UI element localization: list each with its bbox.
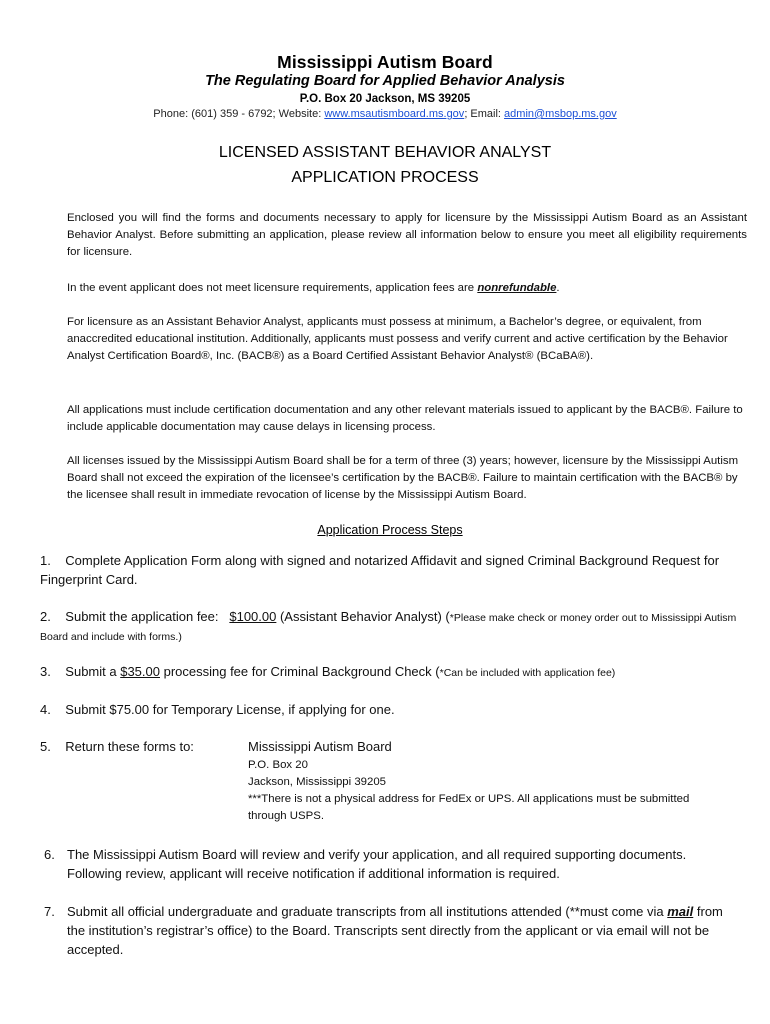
step-5-number: 5. bbox=[40, 739, 51, 754]
mail-emphasis: mail bbox=[667, 904, 694, 919]
step-5-text: Return these forms to: bbox=[65, 739, 194, 754]
step-7-text-b: from the institution’s registrar’s office) to the Board. Transcripts sent directly from the applicant or via email will not be accepted. bbox=[67, 904, 723, 957]
step-1-number: 1. bbox=[40, 553, 51, 568]
step-3-text-b: processing fee for Criminal Background Check ( bbox=[159, 664, 440, 679]
step-3-number: 3. bbox=[40, 664, 51, 679]
return-address-note: ***There is not a physical address for FedEx or UPS. All applications must be submitted through USPS. bbox=[248, 793, 690, 822]
board-address: P.O. Box 20 Jackson, MS 39205 bbox=[299, 93, 471, 105]
application-fee: $100.00 bbox=[229, 609, 277, 624]
step-2-note: *Please make check or money order out to Mississippi Autism Board and include with forms.) bbox=[40, 612, 737, 643]
step-2-text-a: Submit the application fee: bbox=[65, 609, 219, 624]
fees-suffix: . bbox=[556, 282, 560, 294]
step-6-number: 6. bbox=[44, 847, 55, 862]
step-7-text bbox=[67, 902, 727, 959]
board-contact-line bbox=[0, 108, 770, 120]
step-3-text-a: Submit a bbox=[65, 664, 121, 679]
step-4-text: Submit $75.00 for Temporary License, if applying for one. bbox=[65, 702, 395, 717]
email-prefix: ; Email: bbox=[464, 108, 505, 120]
return-address-box: P.O. Box 20 bbox=[248, 759, 308, 771]
fees-prefix: In the event applicant does not meet licensure requirements, application fees are bbox=[67, 282, 478, 294]
processing-fee: $35.00 bbox=[120, 664, 160, 679]
board-name: Mississippi Autism Board bbox=[277, 52, 493, 72]
step-6-text: The Mississippi Autism Board will review and verify your application, and all required supporting documents. Following review, applicant will receive notification if additional information is required. bbox=[67, 847, 687, 881]
fees-paragraph bbox=[67, 280, 747, 297]
step-2-text-b: (Assistant Behavior Analyst) ( bbox=[276, 609, 450, 624]
step-5 bbox=[40, 737, 240, 756]
nonrefundable-emphasis: nonrefundable bbox=[477, 282, 557, 294]
return-address-city: Jackson, Mississippi 39205 bbox=[248, 776, 387, 788]
steps-heading: Application Process Steps bbox=[317, 523, 463, 537]
document-title-line2: APPLICATION PROCESS bbox=[291, 169, 479, 186]
step-7-text-a: Submit all official undergraduate and graduate transcripts from all institutions attended (**must come via bbox=[67, 904, 668, 919]
step-1-text: Complete Application Form along with signed and notarized Affidavit and signed Criminal Background Request for Fingerprint Card. bbox=[40, 553, 720, 587]
step-4 bbox=[40, 700, 740, 719]
intro-paragraph: Enclosed you will find the forms and documents necessary to apply for licensure by the Mississippi Autism Board as an Assistant Behavior Analyst. Before submitting an application, please review all information below to ensure you meet all eligibility requirements for licensure. bbox=[67, 212, 747, 258]
step-2 bbox=[40, 608, 740, 646]
license-term-paragraph: All licenses issued by the Mississippi Autism Board shall be for a term of three (3) years; however, licensure by the Mississippi Autism Board shall not exceed the expiration of the licensee’s certification by the BACB®. Failure to maintain certification with the BACB® by the licensee shall result in immediate revocation of license by the Mississippi Autism Board. bbox=[67, 455, 739, 501]
contact-prefix: Phone: (601) 359 - 6792; Website: bbox=[153, 108, 325, 120]
board-subtitle: The Regulating Board for Applied Behavior Analysis bbox=[205, 73, 565, 89]
step-2-number: 2. bbox=[40, 609, 51, 624]
return-address-name: Mississippi Autism Board bbox=[248, 739, 392, 754]
step-7-number: 7. bbox=[44, 904, 55, 919]
website-link[interactable]: www.msautismboard.ms.gov bbox=[324, 108, 465, 120]
email-link[interactable]: admin@msbop.ms.gov bbox=[504, 108, 617, 120]
documentation-paragraph: All applications must include certification documentation and any other relevant materials issued to applicant by the BACB®. Failure to include applicable documentation may cause delays in licensing process. bbox=[67, 404, 743, 433]
step-3-note: *Can be included with application fee) bbox=[439, 667, 616, 679]
return-address-block bbox=[248, 757, 698, 825]
step-3 bbox=[40, 662, 740, 683]
step-4-number: 4. bbox=[40, 702, 51, 717]
step-1 bbox=[40, 551, 730, 589]
eligibility-paragraph: For licensure as an Assistant Behavior Analyst, applicants must possess at minimum, a Bachelor’s degree, or equivalent, from anaccredited educational institution. Additionally, applicants must possess and verify current and active certification by the Behavior Analyst Certification Board®, Inc. (BACB®) as a Board Certified Assistant Behavior Analyst® (BCaBA®). bbox=[67, 316, 728, 362]
document-title-line1: LICENSED ASSISTANT BEHAVIOR ANALYST bbox=[218, 144, 552, 161]
